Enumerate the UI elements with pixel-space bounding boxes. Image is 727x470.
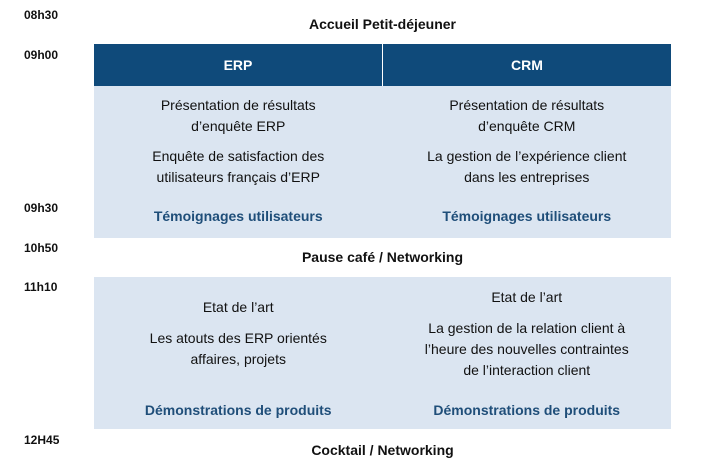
late-morning-crm-demos: Démonstrations de produits (433, 402, 621, 418)
morning-crm-item-1-line-1: Présentation de résultats (449, 97, 605, 113)
crm-track-header: CRM (511, 57, 543, 73)
late-morning-erp-column (94, 277, 383, 429)
morning-crm-testimonials: Témoignages utilisateurs (442, 208, 612, 224)
late-morning-session-block (94, 277, 671, 429)
late-morning-erp-demos: Démonstrations de produits (144, 402, 332, 418)
late-morning-crm-item-2-line-2: l’heure des nouvelles contraintes (424, 341, 629, 357)
morning-erp-item-1-line-2: d’enquête ERP (191, 118, 286, 134)
time-0830: 08h30 (24, 8, 59, 22)
coffee-break-label: Pause café / Networking (301, 249, 464, 265)
morning-crm-item-1-line-2: d’enquête CRM (478, 118, 576, 134)
late-morning-crm-item-2 (383, 318, 672, 381)
late-morning-crm-column (383, 277, 672, 429)
late-morning-erp-item-2-line-2: affaires, projets (190, 351, 286, 367)
time-1245: 12H45 (24, 433, 60, 447)
late-morning-erp-item-1 (94, 297, 383, 318)
time-1110: 11h10 (24, 280, 58, 294)
morning-crm-item-2-line-1: La gestion de l’expérience client (427, 148, 627, 164)
morning-crm-column (383, 86, 672, 238)
late-morning-erp-item-2-line-1: Les atouts des ERP orientés (149, 330, 327, 346)
late-morning-crm-item-2-line-1: La gestion de la relation client à (428, 320, 626, 336)
morning-crm-item-1 (383, 95, 672, 137)
erp-track-header: ERP (94, 44, 383, 86)
cocktail-label: Cocktail / Networking (311, 442, 454, 458)
morning-crm-item-2-line-2: dans les entreprises (464, 169, 590, 185)
morning-crm-item-2 (383, 146, 672, 188)
time-0900: 09h00 (24, 48, 59, 62)
morning-erp-item-2 (94, 146, 383, 188)
late-morning-erp-item-2 (94, 328, 383, 370)
morning-erp-item-1-line-1: Présentation de résultats (160, 97, 316, 113)
morning-erp-item-2-line-1: Enquête de satisfaction des (152, 148, 325, 164)
morning-erp-item-1 (94, 95, 383, 137)
time-1050: 10h50 (24, 241, 59, 255)
late-morning-crm-item-1-line-1: Etat de l’art (491, 289, 563, 305)
time-0930: 09h30 (24, 201, 59, 215)
breakfast-label: Accueil Petit-déjeuner (308, 16, 457, 32)
late-morning-crm-item-1 (383, 287, 672, 308)
morning-erp-testimonials: Témoignages utilisateurs (153, 208, 323, 224)
morning-erp-column (94, 86, 383, 238)
morning-session-block (94, 86, 671, 238)
track-header-row (94, 44, 671, 86)
late-morning-crm-item-2-line-3: de l’interaction client (463, 362, 591, 378)
morning-erp-item-2-line-2: utilisateurs français d’ERP (156, 169, 320, 185)
late-morning-erp-item-1-line-1: Etat de l’art (202, 299, 274, 315)
